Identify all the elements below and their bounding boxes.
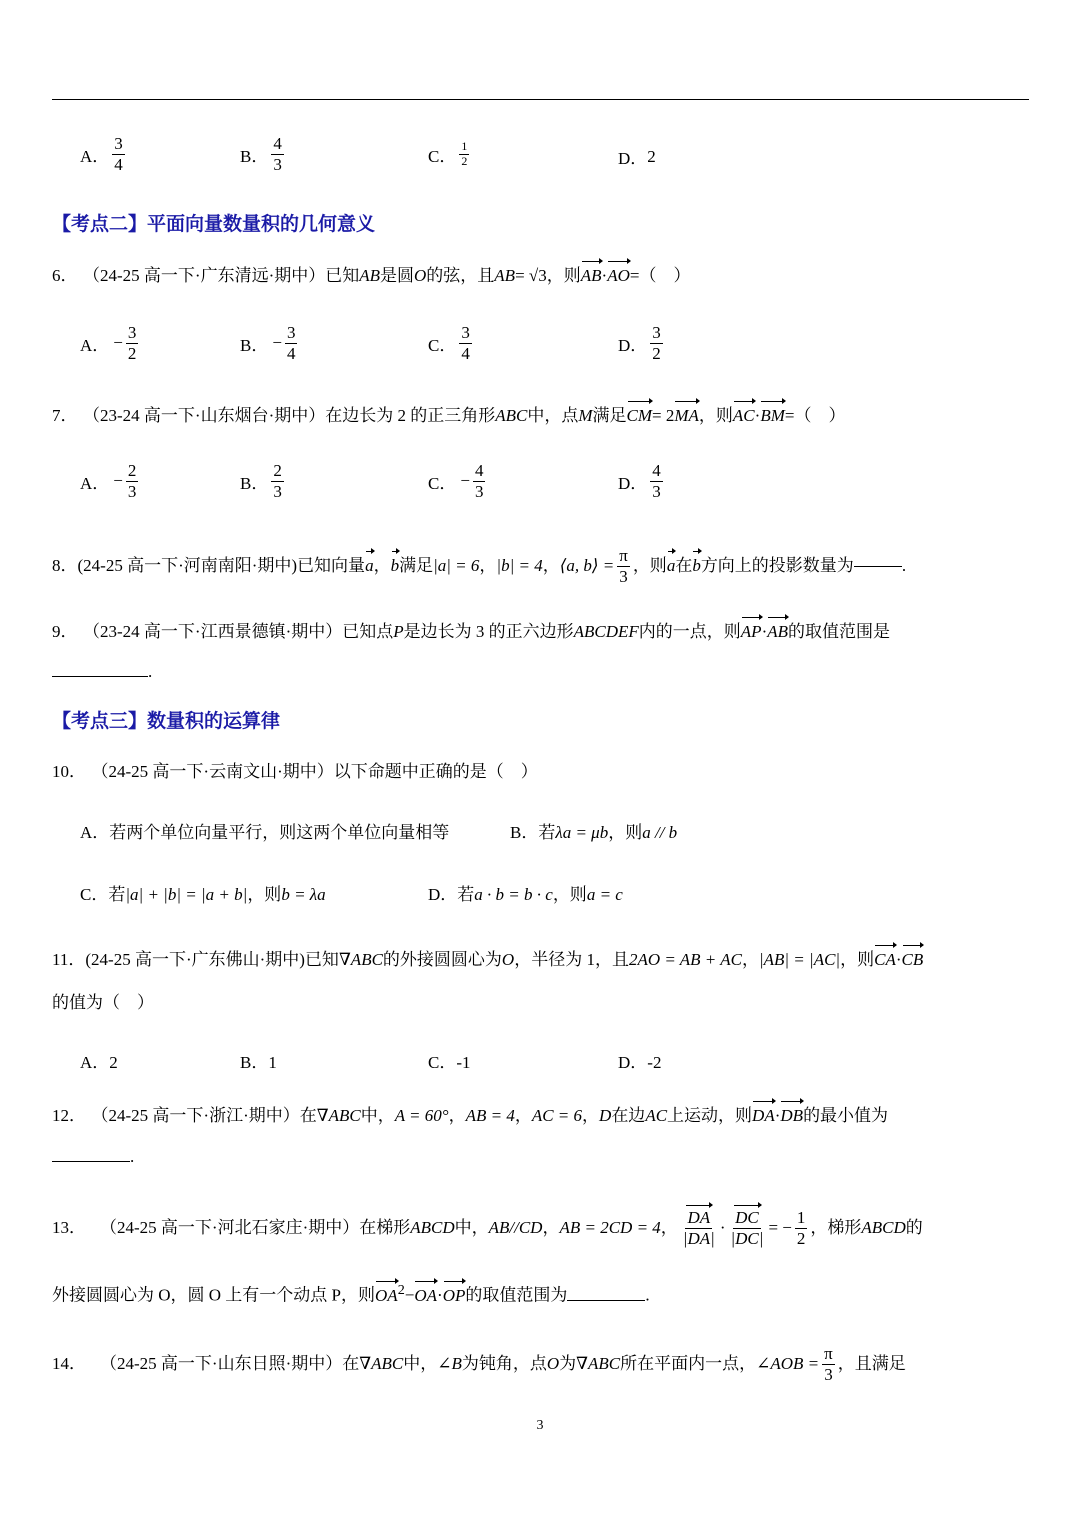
denominator: |DA| xyxy=(682,1228,715,1248)
question-number: 14． xyxy=(52,1354,86,1373)
text: 所在平面内一点， xyxy=(620,1354,757,1373)
question-number: 12． xyxy=(52,1106,86,1125)
vector: DA xyxy=(752,1104,775,1128)
question-source: （24-25 高一下·河北石家庄·期中） xyxy=(100,1218,360,1237)
text: 的弦，且 xyxy=(426,266,495,285)
question-11 xyxy=(52,948,923,972)
option-label: C． xyxy=(428,335,457,355)
text: 满足 xyxy=(592,406,627,425)
text: 方向上的投影数量为 xyxy=(700,556,854,576)
denominator: 3 xyxy=(474,481,484,501)
numerator: π xyxy=(824,1343,833,1363)
fraction xyxy=(728,1208,765,1248)
text: ，则 xyxy=(698,406,733,425)
text: ，半径为 1，且 xyxy=(514,950,629,969)
text: 中， xyxy=(360,1106,395,1125)
option-label: C．若 xyxy=(80,885,126,904)
text: 中， xyxy=(403,1354,438,1373)
math: a = c xyxy=(586,885,623,904)
numerator: DA xyxy=(687,1207,711,1227)
text: ， xyxy=(582,1106,600,1125)
page-number: 3 xyxy=(536,1418,544,1433)
math: 2AO = AB + AC xyxy=(628,950,742,969)
q7-option-b[interactable] xyxy=(240,461,287,501)
text: . xyxy=(130,1147,135,1166)
math: O xyxy=(414,266,427,285)
question-source: （23-24 高一下·山东烟台·期中） xyxy=(91,406,326,425)
dot: · xyxy=(719,1218,726,1237)
math: ABCDEF xyxy=(573,622,639,641)
denominator: 2 xyxy=(796,1228,806,1248)
numerator: 2 xyxy=(127,461,137,480)
text: 在 xyxy=(675,556,693,576)
fraction xyxy=(271,134,284,174)
question-7 xyxy=(52,404,845,428)
exponent: 2 xyxy=(397,1282,405,1298)
question-source: （23-24 高一下·江西景德镇·期中） xyxy=(91,622,343,641)
math: ∇ABC xyxy=(359,1354,404,1373)
vector: a xyxy=(365,554,374,578)
q10-option-d[interactable] xyxy=(428,880,623,905)
dot: · xyxy=(754,406,761,425)
text: . xyxy=(901,556,907,576)
text: ， xyxy=(741,950,759,969)
math: |a| + |b| = |a + b| xyxy=(125,885,248,904)
math: ∇ABC xyxy=(316,1106,361,1125)
text: 上运动，则 xyxy=(667,1106,753,1125)
math: M xyxy=(578,406,593,425)
question-13-line2 xyxy=(52,1278,650,1308)
math: A = 60° xyxy=(394,1106,449,1125)
q6-option-b[interactable] xyxy=(240,323,300,363)
fraction xyxy=(473,461,486,501)
denominator: 2 xyxy=(461,153,468,168)
header-rule xyxy=(52,99,1029,100)
answer-blank[interactable] xyxy=(854,565,902,567)
option-label: A． xyxy=(80,473,110,493)
text: ， xyxy=(514,1106,532,1125)
math: P xyxy=(393,622,404,641)
denominator: 2 xyxy=(652,343,661,363)
vector: CA xyxy=(874,948,896,972)
vector: AO xyxy=(607,264,630,288)
numerator: 4 xyxy=(474,461,484,480)
fraction xyxy=(617,546,630,586)
fraction xyxy=(126,461,139,501)
option-text: A．若两个单位向量平行，则这两个单位向量相等 xyxy=(80,823,450,842)
q7-option-c[interactable] xyxy=(428,461,488,501)
math: a · b = b · c xyxy=(474,885,553,904)
question-14 xyxy=(52,1340,906,1388)
text: ，且满足 xyxy=(837,1354,906,1373)
question-source: （24-25 高一下·浙江·期中） xyxy=(100,1106,300,1125)
q6-option-a[interactable] xyxy=(80,323,141,363)
option-value: 2 xyxy=(647,146,656,166)
option-label: A． xyxy=(80,335,110,355)
vector: OA xyxy=(375,1284,398,1308)
answer-blank[interactable] xyxy=(567,1299,645,1301)
fraction xyxy=(271,461,284,501)
math: |b| = 4 xyxy=(496,556,543,576)
answer-blank[interactable] xyxy=(52,1160,130,1162)
math: |a| = 6 xyxy=(433,556,480,576)
sign: − xyxy=(113,333,123,353)
denominator: 4 xyxy=(114,154,123,174)
text: . xyxy=(148,662,153,681)
question-number: 13． xyxy=(52,1218,86,1237)
text: 满足 xyxy=(399,556,434,576)
numerator: 3 xyxy=(286,323,296,342)
denominator: 2 xyxy=(127,343,137,363)
option-label: D． xyxy=(618,149,648,168)
question-9-line2 xyxy=(52,660,152,684)
math: = √3 xyxy=(515,266,547,285)
question-number: 8． xyxy=(52,556,78,576)
fraction xyxy=(459,140,469,169)
question-12-line2 xyxy=(52,1145,134,1169)
question-source: （24-25 高一下·广东清远·期中） xyxy=(91,266,326,285)
denominator: 3 xyxy=(619,566,628,586)
vector: a xyxy=(667,554,676,578)
option-label: B． xyxy=(240,473,269,493)
denominator: 4 xyxy=(286,343,296,363)
vector: OA xyxy=(414,1284,437,1308)
question-source: （24-25 高一下·山东日照·期中） xyxy=(100,1354,343,1373)
text: 中，点 xyxy=(527,406,579,425)
option-label: D．若 xyxy=(428,885,475,904)
math: O xyxy=(546,1354,560,1373)
math: = 2 xyxy=(652,406,675,425)
fraction xyxy=(126,323,139,363)
dot: · xyxy=(761,622,768,641)
question-12 xyxy=(52,1104,888,1128)
vector: AP xyxy=(741,620,762,644)
text: 内的一点，则 xyxy=(638,622,741,641)
text: 在边 xyxy=(611,1106,646,1125)
numerator: 3 xyxy=(127,323,137,342)
math: ∠AOB = xyxy=(756,1354,820,1373)
question-6 xyxy=(52,264,690,288)
vector: MA xyxy=(674,404,699,428)
text: ，梯形 xyxy=(810,1218,862,1237)
math: AB xyxy=(494,266,516,285)
text: ，则 xyxy=(552,885,587,904)
text: 在边长为 2 的正三角形 xyxy=(325,406,496,425)
fraction xyxy=(795,1208,808,1248)
option-label: B．若 xyxy=(510,823,556,842)
question-source: （24-25 高一下·云南文山·期中） xyxy=(100,762,334,781)
q11-option-b[interactable]: B．1 xyxy=(240,1053,277,1072)
option-label: B． xyxy=(240,335,269,355)
math: AC = 6 xyxy=(531,1106,583,1125)
text: 已知点 xyxy=(342,622,394,641)
math: AB xyxy=(359,266,381,285)
section-heading-2: 【考点二】平面向量数量积的几何意义 xyxy=(52,213,376,235)
q10-option-a[interactable] xyxy=(80,818,449,843)
fraction xyxy=(822,1344,835,1384)
fraction xyxy=(459,323,472,363)
denominator: 3 xyxy=(127,481,137,501)
vector: AB xyxy=(767,620,788,644)
text: 已知向量 xyxy=(297,556,366,576)
text: 为钝角，点 xyxy=(461,1354,547,1373)
math: − xyxy=(404,1285,415,1305)
q11-option-a[interactable]: A．2 xyxy=(80,1053,118,1072)
sign: − xyxy=(460,471,470,491)
q6-option-d[interactable] xyxy=(618,323,666,363)
math: = − xyxy=(768,1218,792,1237)
question-number: 7． xyxy=(52,406,78,425)
text: 是边长为 3 的正六边形 xyxy=(403,622,574,641)
math: b = λa xyxy=(281,885,326,904)
vector: DB xyxy=(780,1104,803,1128)
numerator: DC xyxy=(735,1207,759,1227)
question-number: 9． xyxy=(52,622,78,641)
text: ， xyxy=(542,556,560,576)
option-label: D． xyxy=(618,335,648,355)
numerator: 3 xyxy=(652,323,661,342)
numerator: 4 xyxy=(273,134,282,153)
option-label: A． xyxy=(80,146,110,166)
math: ABC xyxy=(495,406,528,425)
math: ⟨a, b⟩ = xyxy=(559,556,615,576)
text: 的外接圆圆心为 xyxy=(382,950,502,969)
q7-option-a[interactable] xyxy=(80,461,141,501)
math: ∇ABC xyxy=(338,950,383,969)
math: ABCD xyxy=(410,1218,455,1237)
vector: OP xyxy=(443,1284,466,1308)
question-number: 10． xyxy=(52,762,86,781)
vector: AC xyxy=(733,404,755,428)
question-13: 13． （24-25 高一下·河北石家庄·期中） 在梯形 ABCD 中， AB//CD ， AB = 2CD = 4 ， $\frac{DA}{|DA|}$ · $\frac{DC}{|DC|}$ = − $\frac{1}{2}$ ，梯形 ABCD 的 xyxy=(52,1207,923,1248)
fraction xyxy=(285,323,298,363)
text: 的取值范围为 xyxy=(465,1285,568,1305)
q11-option-c[interactable]: C．-1 xyxy=(428,1053,471,1072)
denominator: 3 xyxy=(824,1364,833,1384)
q10-option-c[interactable] xyxy=(80,880,326,905)
text: ，则 xyxy=(247,885,282,904)
math: ∠B xyxy=(437,1354,462,1373)
text: ，则 xyxy=(840,950,875,969)
text: 已知 xyxy=(325,266,360,285)
math: AC xyxy=(645,1106,668,1125)
q5-option-b[interactable] xyxy=(240,134,287,174)
math: AB = 2CD = 4 xyxy=(559,1218,661,1237)
math: D xyxy=(599,1106,612,1125)
sign: − xyxy=(272,333,282,353)
option-label: B． xyxy=(240,146,269,166)
text: 在 xyxy=(342,1354,360,1373)
q6-option-c[interactable] xyxy=(428,323,475,363)
vector: CM xyxy=(627,404,653,428)
text: ，则 xyxy=(608,823,643,842)
question-10 xyxy=(52,760,538,784)
text: ， xyxy=(479,556,497,576)
text: 的最小值为 xyxy=(803,1106,889,1125)
question-9 xyxy=(52,620,890,644)
question-8 xyxy=(52,546,906,586)
denominator: 4 xyxy=(461,343,470,363)
numerator: 1 xyxy=(461,139,468,153)
dot: · xyxy=(774,1106,781,1125)
vector: CB xyxy=(902,948,924,972)
text: 外接圆圆心为 O，圆 O 上有一个动点 P，则 xyxy=(52,1285,376,1305)
vector: BM xyxy=(760,404,785,428)
numerator: 3 xyxy=(461,323,470,342)
text: 中， xyxy=(454,1218,489,1237)
numerator: π xyxy=(619,546,628,565)
denominator: 3 xyxy=(273,154,282,174)
text: ，则 xyxy=(546,266,581,285)
option-label: D． xyxy=(618,473,648,493)
question-source: (24-25 高一下·广东佛山·期中) xyxy=(85,950,305,969)
question-number: 11． xyxy=(52,950,86,969)
text: 的取值范围是 xyxy=(788,622,891,641)
denominator: |DC| xyxy=(730,1228,764,1248)
math: ABCD xyxy=(861,1218,906,1237)
text: ，则 xyxy=(632,556,667,576)
text: . xyxy=(645,1285,650,1305)
fraction xyxy=(650,461,663,501)
q5-option-d[interactable] xyxy=(618,144,656,169)
section-heading-3: 【考点三】数量积的运算律 xyxy=(52,710,281,732)
math: AB = 4 xyxy=(465,1106,515,1125)
q5-option-a[interactable] xyxy=(80,134,128,174)
text: 已知 xyxy=(304,950,339,969)
text: 是圆 xyxy=(380,266,415,285)
dot: · xyxy=(437,1285,443,1305)
question-source: (24-25 高一下·河南南阳·期中) xyxy=(77,556,298,576)
q7-option-d[interactable] xyxy=(618,461,666,501)
question-11-line2: 的值为（ ） xyxy=(52,993,154,1012)
math: λa = μb xyxy=(555,823,609,842)
text: =（ ） xyxy=(629,266,691,285)
math: ∇ABC xyxy=(576,1354,621,1373)
dot: · xyxy=(601,266,608,285)
question-number: 6． xyxy=(52,266,78,285)
answer-blank[interactable] xyxy=(52,675,148,677)
vector: AB xyxy=(581,264,602,288)
option-label: C． xyxy=(428,473,457,493)
math: |AB| = |AC| xyxy=(758,950,841,969)
numerator: 4 xyxy=(652,461,661,480)
text: 为 xyxy=(559,1354,577,1373)
text: ， xyxy=(448,1106,466,1125)
text: ， xyxy=(373,556,391,576)
vector: b xyxy=(391,554,400,578)
dot: · xyxy=(895,950,902,969)
text: 在梯形 xyxy=(359,1218,411,1237)
text: 以下命题中正确的是（ ） xyxy=(333,762,538,781)
text: =（ ） xyxy=(784,406,846,425)
fraction xyxy=(681,1208,717,1248)
sign: − xyxy=(113,471,123,491)
text: 的 xyxy=(905,1218,923,1237)
math: AB//CD xyxy=(488,1218,543,1237)
fraction xyxy=(650,323,663,363)
q5-option-c[interactable] xyxy=(428,140,472,169)
fraction xyxy=(112,134,125,174)
q10-option-b[interactable] xyxy=(510,818,677,843)
text: 在 xyxy=(299,1106,317,1125)
math: a // b xyxy=(642,823,678,842)
denominator: 3 xyxy=(273,481,282,501)
vector: b xyxy=(692,554,701,578)
numerator: 1 xyxy=(796,1207,806,1227)
numerator: 2 xyxy=(273,461,282,480)
q11-option-d[interactable]: D．-2 xyxy=(618,1053,662,1072)
option-label: C． xyxy=(428,146,457,166)
math: O xyxy=(501,950,515,969)
denominator: 3 xyxy=(652,481,661,501)
numerator: 3 xyxy=(114,134,123,153)
